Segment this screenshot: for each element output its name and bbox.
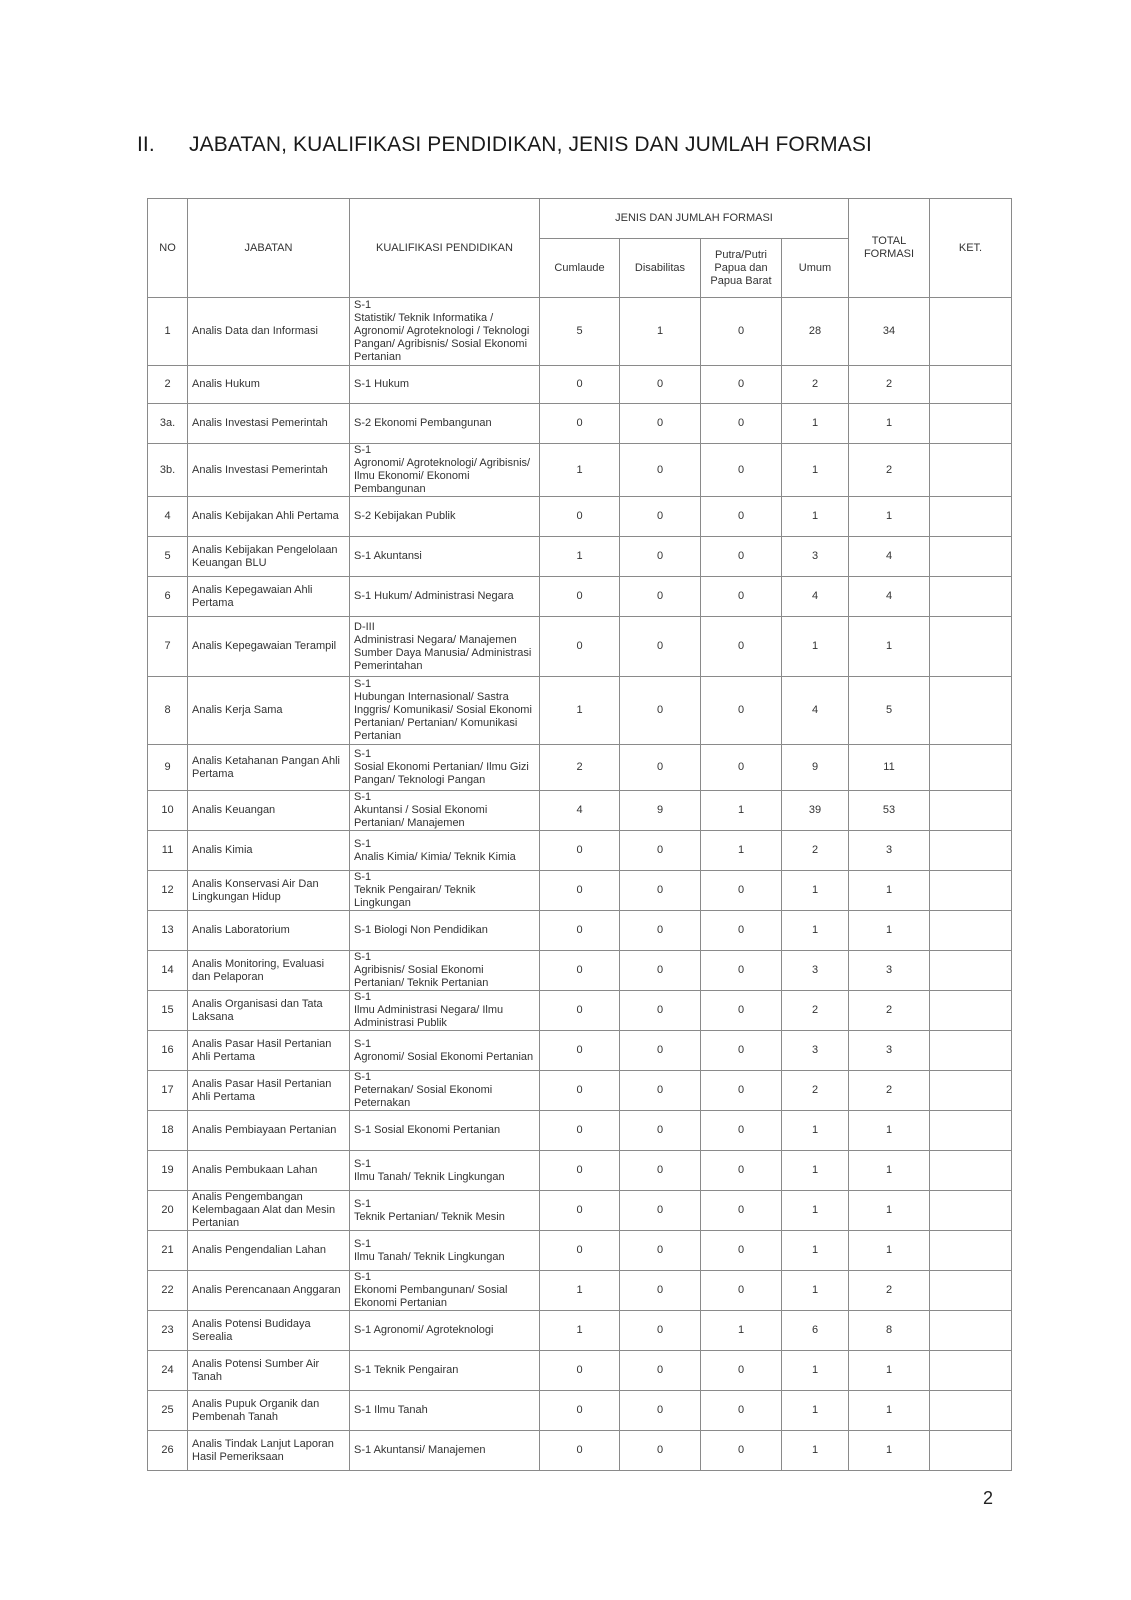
row-umum: 1 xyxy=(782,871,849,911)
row-umum: 1 xyxy=(782,1111,849,1151)
row-jabatan: Analis Kerja Sama xyxy=(188,677,350,745)
row-no: 4 xyxy=(148,497,188,537)
row-jabatan: Analis Kepegawaian Terampil xyxy=(188,617,350,677)
row-papua: 0 xyxy=(701,366,782,404)
row-papua: 0 xyxy=(701,1351,782,1391)
row-kualifikasi: S-1 Peternakan/ Sosial Ekonomi Peternakan xyxy=(350,1071,540,1111)
row-kualifikasi: S-1 Ilmu Tanah/ Teknik Lingkungan xyxy=(350,1231,540,1271)
row-kualifikasi: S-1 Akuntansi xyxy=(350,537,540,577)
row-no: 14 xyxy=(148,951,188,991)
header-kualifikasi: KUALIFIKASI PENDIDIKAN xyxy=(350,199,540,298)
row-ket xyxy=(930,951,1012,991)
row-jabatan: Analis Pasar Hasil Pertanian Ahli Pertama xyxy=(188,1071,350,1111)
header-disabilitas: Disabilitas xyxy=(620,239,701,298)
row-ket xyxy=(930,617,1012,677)
row-disabilitas: 0 xyxy=(620,911,701,951)
row-kualifikasi: S-1 Ekonomi Pembangunan/ Sosial Ekonomi Pertanian xyxy=(350,1271,540,1311)
row-jabatan: Analis Kepegawaian Ahli Pertama xyxy=(188,577,350,617)
table-row xyxy=(148,1111,1012,1151)
row-kualifikasi: S-1 Hukum xyxy=(350,366,540,404)
row-ket xyxy=(930,537,1012,577)
row-umum: 3 xyxy=(782,951,849,991)
row-disabilitas: 0 xyxy=(620,871,701,911)
row-umum: 1 xyxy=(782,444,849,497)
table-row xyxy=(148,1151,1012,1191)
row-jabatan: Analis Data dan Informasi xyxy=(188,298,350,366)
row-cumlaude: 0 xyxy=(540,1031,620,1071)
row-jabatan: Analis Ketahanan Pangan Ahli Pertama xyxy=(188,745,350,791)
row-no: 12 xyxy=(148,871,188,911)
row-umum: 1 xyxy=(782,1351,849,1391)
row-no: 26 xyxy=(148,1431,188,1471)
row-total: 1 xyxy=(849,1151,930,1191)
header-total: TOTAL FORMASI xyxy=(849,199,930,298)
row-papua: 0 xyxy=(701,745,782,791)
row-papua: 0 xyxy=(701,871,782,911)
row-ket xyxy=(930,404,1012,444)
row-no: 25 xyxy=(148,1391,188,1431)
row-ket xyxy=(930,1351,1012,1391)
row-disabilitas: 0 xyxy=(620,1071,701,1111)
row-papua: 0 xyxy=(701,1151,782,1191)
table-row xyxy=(148,791,1012,831)
table-row xyxy=(148,497,1012,537)
row-total: 2 xyxy=(849,444,930,497)
row-jabatan: Analis Kebijakan Ahli Pertama xyxy=(188,497,350,537)
page-number: 2 xyxy=(983,1488,994,1508)
row-papua: 0 xyxy=(701,1111,782,1151)
row-umum: 3 xyxy=(782,1031,849,1071)
row-no: 19 xyxy=(148,1151,188,1191)
row-ket xyxy=(930,991,1012,1031)
row-jabatan: Analis Investasi Pemerintah xyxy=(188,404,350,444)
row-disabilitas: 0 xyxy=(620,366,701,404)
section-number: II. xyxy=(137,133,155,156)
row-total: 3 xyxy=(849,951,930,991)
row-disabilitas: 0 xyxy=(620,1271,701,1311)
row-total: 4 xyxy=(849,577,930,617)
row-jabatan: Analis Pembiayaan Pertanian xyxy=(188,1111,350,1151)
row-papua: 0 xyxy=(701,404,782,444)
row-papua: 1 xyxy=(701,791,782,831)
row-jabatan: Analis Pengembangan Kelembagaan Alat dan Mesin Pertanian xyxy=(188,1191,350,1231)
row-papua: 0 xyxy=(701,1031,782,1071)
row-jabatan: Analis Laboratorium xyxy=(188,911,350,951)
row-total: 11 xyxy=(849,745,930,791)
row-ket xyxy=(930,1111,1012,1151)
row-umum: 6 xyxy=(782,1311,849,1351)
row-total: 4 xyxy=(849,537,930,577)
row-ket xyxy=(930,791,1012,831)
row-disabilitas: 0 xyxy=(620,1151,701,1191)
table-row xyxy=(148,617,1012,677)
row-papua: 0 xyxy=(701,617,782,677)
row-cumlaude: 0 xyxy=(540,871,620,911)
row-ket xyxy=(930,677,1012,745)
row-umum: 39 xyxy=(782,791,849,831)
row-ket xyxy=(930,871,1012,911)
table-row xyxy=(148,444,1012,497)
row-total: 2 xyxy=(849,1071,930,1111)
row-cumlaude: 0 xyxy=(540,1351,620,1391)
row-papua: 0 xyxy=(701,951,782,991)
row-total: 2 xyxy=(849,991,930,1031)
row-disabilitas: 0 xyxy=(620,617,701,677)
row-disabilitas: 0 xyxy=(620,951,701,991)
row-kualifikasi: S-1 Teknik Pengairan xyxy=(350,1351,540,1391)
row-ket xyxy=(930,577,1012,617)
row-umum: 1 xyxy=(782,911,849,951)
header-cumlaude: Cumlaude xyxy=(540,239,620,298)
row-cumlaude: 1 xyxy=(540,1311,620,1351)
row-kualifikasi: S-1 Hukum/ Administrasi Negara xyxy=(350,577,540,617)
row-no: 8 xyxy=(148,677,188,745)
row-umum: 3 xyxy=(782,537,849,577)
row-kualifikasi: S-1 Ilmu Tanah/ Teknik Lingkungan xyxy=(350,1151,540,1191)
table-row xyxy=(148,1391,1012,1431)
row-ket xyxy=(930,497,1012,537)
table-row xyxy=(148,677,1012,745)
row-jabatan: Analis Pasar Hasil Pertanian Ahli Pertama xyxy=(188,1031,350,1071)
row-ket xyxy=(930,1151,1012,1191)
row-papua: 0 xyxy=(701,497,782,537)
row-umum: 1 xyxy=(782,497,849,537)
row-cumlaude: 0 xyxy=(540,991,620,1031)
header-jenis-group: JENIS DAN JUMLAH FORMASI xyxy=(540,199,849,239)
row-umum: 1 xyxy=(782,1191,849,1231)
header-papua: Putra/Putri Papua dan Papua Barat xyxy=(701,239,782,298)
table-row xyxy=(148,1311,1012,1351)
row-total: 53 xyxy=(849,791,930,831)
row-disabilitas: 1 xyxy=(620,298,701,366)
row-umum: 2 xyxy=(782,991,849,1031)
row-kualifikasi: S-1 Agronomi/ Agroteknologi/ Agribisnis/ Ilmu Ekonomi/ Ekonomi Pembangunan xyxy=(350,444,540,497)
table-row xyxy=(148,1031,1012,1071)
row-jabatan: Analis Organisasi dan Tata Laksana xyxy=(188,991,350,1031)
row-cumlaude: 0 xyxy=(540,1071,620,1111)
table-row xyxy=(148,871,1012,911)
row-jabatan: Analis Keuangan xyxy=(188,791,350,831)
row-cumlaude: 0 xyxy=(540,577,620,617)
row-cumlaude: 0 xyxy=(540,1111,620,1151)
row-disabilitas: 0 xyxy=(620,404,701,444)
row-no: 24 xyxy=(148,1351,188,1391)
row-cumlaude: 0 xyxy=(540,911,620,951)
row-umum: 1 xyxy=(782,404,849,444)
row-umum: 1 xyxy=(782,617,849,677)
row-papua: 0 xyxy=(701,911,782,951)
row-jabatan: Analis Kebijakan Pengelolaan Keuangan BLU xyxy=(188,537,350,577)
row-no: 23 xyxy=(148,1311,188,1351)
row-cumlaude: 0 xyxy=(540,1191,620,1231)
formasi-table xyxy=(147,198,1012,1471)
row-total: 2 xyxy=(849,366,930,404)
row-disabilitas: 0 xyxy=(620,1391,701,1431)
table-row xyxy=(148,951,1012,991)
row-no: 11 xyxy=(148,831,188,871)
row-umum: 1 xyxy=(782,1151,849,1191)
row-ket xyxy=(930,1431,1012,1471)
row-disabilitas: 0 xyxy=(620,1351,701,1391)
row-umum: 4 xyxy=(782,577,849,617)
row-umum: 1 xyxy=(782,1391,849,1431)
row-cumlaude: 0 xyxy=(540,404,620,444)
formasi-table-body xyxy=(148,298,1012,1471)
row-no: 7 xyxy=(148,617,188,677)
row-total: 3 xyxy=(849,831,930,871)
row-no: 3b. xyxy=(148,444,188,497)
row-no: 13 xyxy=(148,911,188,951)
row-umum: 28 xyxy=(782,298,849,366)
row-ket xyxy=(930,1391,1012,1431)
row-total: 2 xyxy=(849,1271,930,1311)
row-disabilitas: 0 xyxy=(620,745,701,791)
row-kualifikasi: S-1 Agribisnis/ Sosial Ekonomi Pertanian/ Teknik Pertanian xyxy=(350,951,540,991)
row-disabilitas: 0 xyxy=(620,991,701,1031)
table-row xyxy=(148,366,1012,404)
row-total: 1 xyxy=(849,1391,930,1431)
row-kualifikasi: S-1 Teknik Pertanian/ Teknik Mesin xyxy=(350,1191,540,1231)
row-papua: 0 xyxy=(701,1231,782,1271)
row-jabatan: Analis Hukum xyxy=(188,366,350,404)
header-no: NO xyxy=(148,199,188,298)
row-no: 5 xyxy=(148,537,188,577)
row-cumlaude: 0 xyxy=(540,617,620,677)
row-total: 1 xyxy=(849,911,930,951)
row-total: 34 xyxy=(849,298,930,366)
row-ket xyxy=(930,1031,1012,1071)
row-disabilitas: 0 xyxy=(620,537,701,577)
row-no: 6 xyxy=(148,577,188,617)
table-row xyxy=(148,991,1012,1031)
row-papua: 0 xyxy=(701,1071,782,1111)
row-cumlaude: 1 xyxy=(540,677,620,745)
row-ket xyxy=(930,911,1012,951)
table-row xyxy=(148,911,1012,951)
row-disabilitas: 0 xyxy=(620,1431,701,1471)
row-cumlaude: 0 xyxy=(540,1391,620,1431)
row-no: 15 xyxy=(148,991,188,1031)
table-row xyxy=(148,404,1012,444)
table-row xyxy=(148,831,1012,871)
row-kualifikasi: S-1 Agronomi/ Agroteknologi xyxy=(350,1311,540,1351)
row-disabilitas: 0 xyxy=(620,444,701,497)
row-total: 1 xyxy=(849,1351,930,1391)
row-no: 10 xyxy=(148,791,188,831)
row-cumlaude: 0 xyxy=(540,1431,620,1471)
row-kualifikasi: S-1 Hubungan Internasional/ Sastra Inggris/ Komunikasi/ Sosial Ekonomi Pertanian/ Pertanian/ Komunikasi Pertanian xyxy=(350,677,540,745)
row-papua: 0 xyxy=(701,298,782,366)
row-no: 18 xyxy=(148,1111,188,1151)
row-kualifikasi: S-1 Akuntansi/ Manajemen xyxy=(350,1431,540,1471)
row-cumlaude: 0 xyxy=(540,951,620,991)
row-ket xyxy=(930,831,1012,871)
row-umum: 1 xyxy=(782,1231,849,1271)
row-total: 1 xyxy=(849,617,930,677)
row-total: 1 xyxy=(849,404,930,444)
row-no: 3a. xyxy=(148,404,188,444)
row-cumlaude: 0 xyxy=(540,497,620,537)
row-papua: 0 xyxy=(701,1191,782,1231)
row-jabatan: Analis Pembukaan Lahan xyxy=(188,1151,350,1191)
row-papua: 0 xyxy=(701,677,782,745)
row-jabatan: Analis Konservasi Air Dan Lingkungan Hidup xyxy=(188,871,350,911)
row-papua: 0 xyxy=(701,577,782,617)
row-total: 1 xyxy=(849,1231,930,1271)
row-ket xyxy=(930,1191,1012,1231)
row-total: 1 xyxy=(849,1111,930,1151)
row-ket xyxy=(930,366,1012,404)
row-jabatan: Analis Potensi Sumber Air Tanah xyxy=(188,1351,350,1391)
row-kualifikasi: S-1 Analis Kimia/ Kimia/ Teknik Kimia xyxy=(350,831,540,871)
table-row xyxy=(148,1071,1012,1111)
table-row xyxy=(148,1191,1012,1231)
row-kualifikasi: S-1 Teknik Pengairan/ Teknik Lingkungan xyxy=(350,871,540,911)
row-no: 2 xyxy=(148,366,188,404)
row-cumlaude: 1 xyxy=(540,1271,620,1311)
row-jabatan: Analis Monitoring, Evaluasi dan Pelaporan xyxy=(188,951,350,991)
row-cumlaude: 4 xyxy=(540,791,620,831)
row-cumlaude: 5 xyxy=(540,298,620,366)
row-disabilitas: 0 xyxy=(620,1191,701,1231)
table-row xyxy=(148,1351,1012,1391)
row-disabilitas: 0 xyxy=(620,1031,701,1071)
row-papua: 1 xyxy=(701,831,782,871)
row-papua: 0 xyxy=(701,991,782,1031)
row-no: 20 xyxy=(148,1191,188,1231)
row-total: 8 xyxy=(849,1311,930,1351)
row-no: 22 xyxy=(148,1271,188,1311)
row-ket xyxy=(930,444,1012,497)
row-jabatan: Analis Kimia xyxy=(188,831,350,871)
row-no: 17 xyxy=(148,1071,188,1111)
row-total: 1 xyxy=(849,871,930,911)
row-papua: 1 xyxy=(701,1311,782,1351)
row-ket xyxy=(930,1311,1012,1351)
row-total: 1 xyxy=(849,497,930,537)
row-umum: 9 xyxy=(782,745,849,791)
row-cumlaude: 0 xyxy=(540,1231,620,1271)
row-jabatan: Analis Tindak Lanjut Laporan Hasil Pemeriksaan xyxy=(188,1431,350,1471)
row-kualifikasi: S-1 Ilmu Administrasi Negara/ Ilmu Administrasi Publik xyxy=(350,991,540,1031)
row-umum: 2 xyxy=(782,366,849,404)
row-disabilitas: 0 xyxy=(620,1111,701,1151)
row-cumlaude: 0 xyxy=(540,1151,620,1191)
table-row xyxy=(148,1231,1012,1271)
row-disabilitas: 0 xyxy=(620,677,701,745)
row-jabatan: Analis Potensi Budidaya Serealia xyxy=(188,1311,350,1351)
row-no: 16 xyxy=(148,1031,188,1071)
row-disabilitas: 0 xyxy=(620,577,701,617)
row-total: 5 xyxy=(849,677,930,745)
row-kualifikasi: S-1 Ilmu Tanah xyxy=(350,1391,540,1431)
header-ket: KET. xyxy=(930,199,1012,298)
row-papua: 0 xyxy=(701,1431,782,1471)
row-umum: 2 xyxy=(782,1071,849,1111)
row-no: 9 xyxy=(148,745,188,791)
row-total: 1 xyxy=(849,1431,930,1471)
row-kualifikasi: D-III Administrasi Negara/ Manajemen Sumber Daya Manusia/ Administrasi Pemerintahan xyxy=(350,617,540,677)
table-row xyxy=(148,577,1012,617)
row-jabatan: Analis Pupuk Organik dan Pembenah Tanah xyxy=(188,1391,350,1431)
row-umum: 1 xyxy=(782,1431,849,1471)
row-jabatan: Analis Pengendalian Lahan xyxy=(188,1231,350,1271)
row-kualifikasi: S-2 Kebijakan Publik xyxy=(350,497,540,537)
row-cumlaude: 1 xyxy=(540,537,620,577)
row-disabilitas: 9 xyxy=(620,791,701,831)
row-disabilitas: 0 xyxy=(620,1231,701,1271)
row-cumlaude: 0 xyxy=(540,831,620,871)
row-kualifikasi: S-1 Sosial Ekonomi Pertanian xyxy=(350,1111,540,1151)
row-kualifikasi: S-2 Ekonomi Pembangunan xyxy=(350,404,540,444)
table-row xyxy=(148,537,1012,577)
table-row xyxy=(148,298,1012,366)
row-kualifikasi: S-1 Biologi Non Pendidikan xyxy=(350,911,540,951)
section-title: JABATAN, KUALIFIKASI PENDIDIKAN, JENIS DAN JUMLAH FORMASI xyxy=(189,133,872,156)
table-row xyxy=(148,1271,1012,1311)
row-total: 1 xyxy=(849,1191,930,1231)
row-disabilitas: 0 xyxy=(620,497,701,537)
row-papua: 0 xyxy=(701,444,782,497)
row-total: 3 xyxy=(849,1031,930,1071)
row-jabatan: Analis Investasi Pemerintah xyxy=(188,444,350,497)
row-disabilitas: 0 xyxy=(620,1311,701,1351)
row-papua: 0 xyxy=(701,537,782,577)
row-kualifikasi: S-1 Statistik/ Teknik Informatika / Agronomi/ Agroteknologi / Teknologi Pangan/ Agribisnis/ Sosial Ekonomi Pertanian xyxy=(350,298,540,366)
row-papua: 0 xyxy=(701,1391,782,1431)
section-heading xyxy=(137,133,872,157)
row-cumlaude: 0 xyxy=(540,366,620,404)
row-papua: 0 xyxy=(701,1271,782,1311)
row-disabilitas: 0 xyxy=(620,831,701,871)
row-jabatan: Analis Perencanaan Anggaran xyxy=(188,1271,350,1311)
table-row xyxy=(148,745,1012,791)
row-kualifikasi: S-1 Akuntansi / Sosial Ekonomi Pertanian/ Manajemen xyxy=(350,791,540,831)
row-ket xyxy=(930,1271,1012,1311)
row-ket xyxy=(930,298,1012,366)
row-no: 21 xyxy=(148,1231,188,1271)
row-ket xyxy=(930,1071,1012,1111)
row-ket xyxy=(930,1231,1012,1271)
row-cumlaude: 2 xyxy=(540,745,620,791)
row-umum: 4 xyxy=(782,677,849,745)
row-umum: 1 xyxy=(782,1271,849,1311)
row-ket xyxy=(930,745,1012,791)
row-cumlaude: 1 xyxy=(540,444,620,497)
table-row xyxy=(148,1431,1012,1471)
header-jabatan: JABATAN xyxy=(188,199,350,298)
row-kualifikasi: S-1 Agronomi/ Sosial Ekonomi Pertanian xyxy=(350,1031,540,1071)
header-umum: Umum xyxy=(782,239,849,298)
row-kualifikasi: S-1 Sosial Ekonomi Pertanian/ Ilmu Gizi Pangan/ Teknologi Pangan xyxy=(350,745,540,791)
row-no: 1 xyxy=(148,298,188,366)
row-umum: 2 xyxy=(782,831,849,871)
